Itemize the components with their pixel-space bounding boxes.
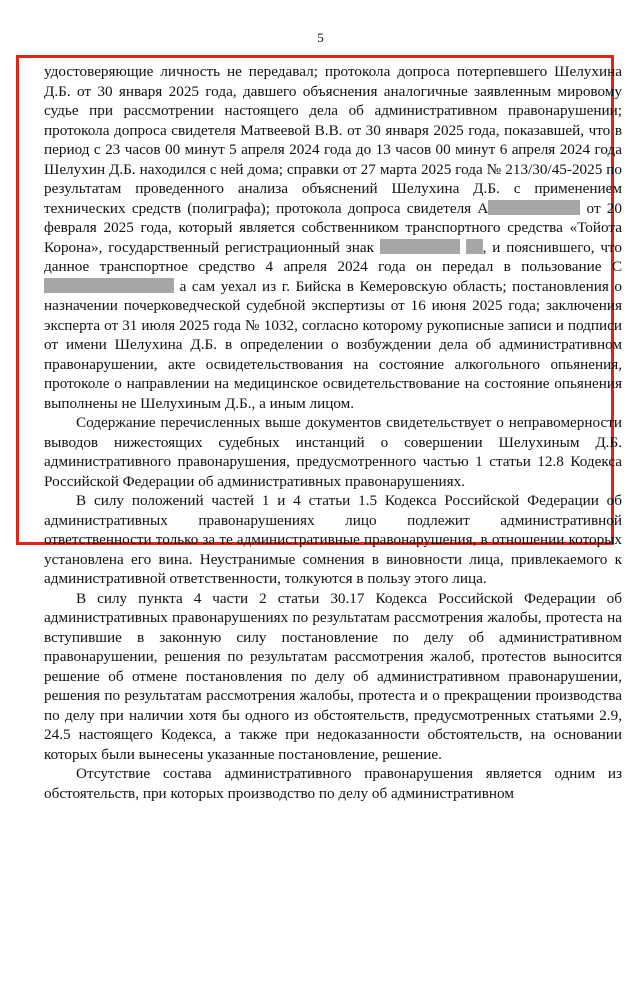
- paragraph-1-part-d: а сам уехал из г. Бийска в Кемеровскую область; постановления о назначении почерковедческой судебной экспертизы от 16 июня 2025 года; заключения эксперта от 31 июля 2025 года № 1032, согласно которому рукописные записи и подписи от имени Шелухина Д.Б. в определении о возбуждении дела об административном правонарушении, акте освидетельствования на состояние алкогольного опьянения, протоколе о направлении на медицинское освидетельствование на состояние опьянения выполнены не Шелухиным Д.Б., а иным лицом.: [44, 277, 622, 412]
- paragraph-1-part-c: , и пояснившего, что данное транспортное средство 4 апреля 2024 года он передал в пользование С: [44, 238, 622, 275]
- paragraph-2: Содержание перечисленных выше документов свидетельствует о неправомерности выводов нижестоящих судебных инстанций о совершении Шелухиным Д.Б. административного правонарушения, предусмотренного частью 1 статьи 12.8 Кодекса Российской Федерации об административных правонарушениях.: [44, 414, 622, 490]
- redaction-block: [488, 200, 580, 215]
- redaction-block: [380, 239, 460, 254]
- page-number: 5: [317, 30, 324, 45]
- paragraph-1-part-a: удостоверяющие личность не передавал; протокола допроса потерпевшего Шелухина Д.Б. от 30 января 2025 года, давшего объяснения аналогичные заявленным мировому судье при рассмотрении настоящего дела об административном правонарушении; протокола допроса свидетеля Матвеевой В.В. от 30 января 2025 года, показавшей, что в период с 23 часов 00 минут 5 апреля 2024 года до 13 часов 00 минут 6 апреля 2024 года Шелухин Д.Б. находился с ней дома; справки от 27 марта 2025 года № 213/30/45-2025 по результатам проведенного анализа объяснений Шелухина Д.Б. с применением технических средств (полиграфа); протокола допроса свидетеля А: [44, 63, 622, 217]
- redaction-block: [466, 239, 483, 254]
- paragraph-5: Отсутствие состава административного правонарушения является одним из обстоятельств, при которых производство по делу об административном: [44, 765, 622, 802]
- paragraph-4: В силу пункта 4 части 2 статьи 30.17 Кодекса Российской Федерации об административных правонарушениях по результатам рассмотрения жалобы, протеста на вступившие в законную силу постановление по делу об административном правонарушении, решения по результатам рассмотрения жалоб, протестов выносится решение об отмене постановления по делу об административном правонарушении, решения по результатам рассмотрения жалобы, протеста и о прекращении производства по делу при наличии хотя бы одного из обстоятельств, предусмотренных статьями 2.9, 24.5 настоящего Кодекса, а также при недоказанности обстоятельств, на основании которых были вынесены указанные постановление, решение.: [44, 589, 622, 763]
- paragraph-1: [44, 62, 622, 413]
- redaction-block: [44, 278, 174, 293]
- paragraph-1-part-b: от 20 февраля 2025 года, который является собственником транспортного средства «Тойота Корона», государственный регистрационный знак: [44, 199, 622, 256]
- document-body: [44, 62, 622, 803]
- paragraph-3: В силу положений частей 1 и 4 статьи 1.5 Кодекса Российской Федерации об административных правонарушениях лицо подлежит административной ответственности только за те административные правонарушения, в отношении которых установлена его вина. Неустранимые сомнения в виновности лица, привлекаемого к административной ответственности, толкуются в пользу этого лица.: [44, 492, 622, 587]
